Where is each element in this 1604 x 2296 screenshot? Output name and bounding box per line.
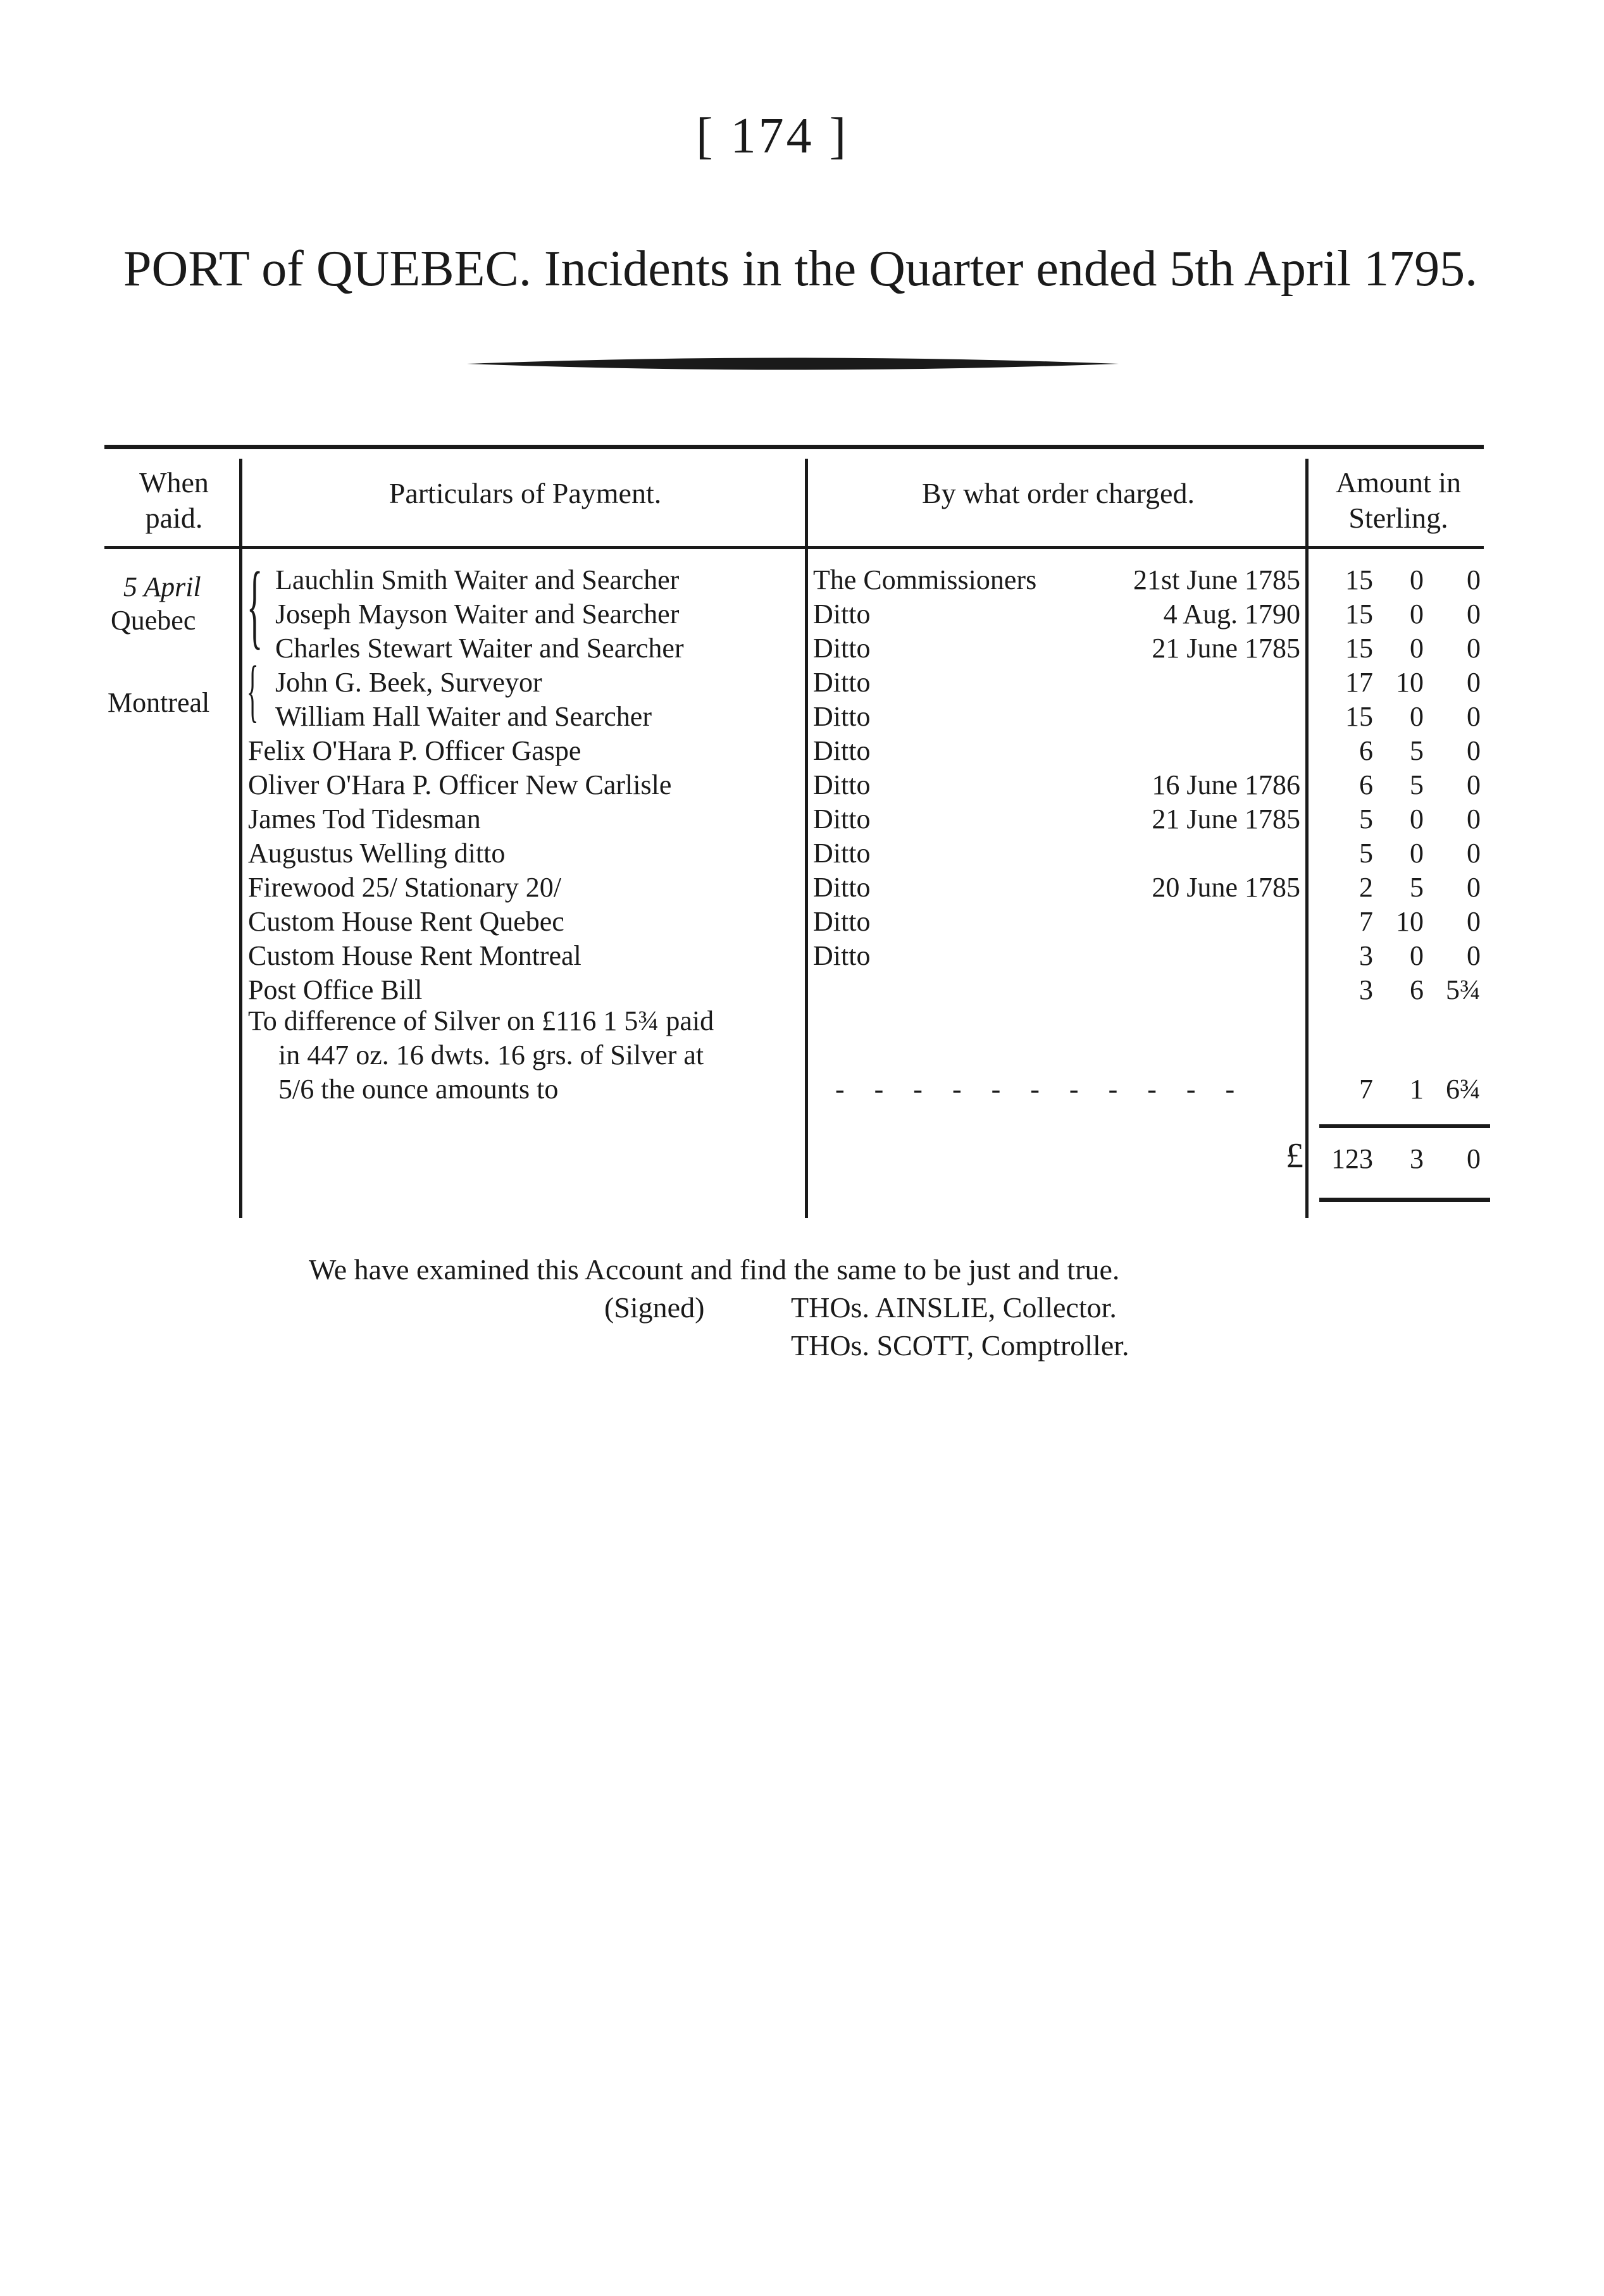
row-particulars: Lauchlin Smith Waiter and Searcher — [275, 564, 680, 595]
when-quebec: Quebec — [111, 605, 196, 636]
row-shillings: 0 — [1410, 564, 1424, 595]
row-order: Ditto — [813, 804, 871, 835]
row-order: Ditto — [813, 599, 871, 630]
silver-line-3: 5/6 the ounce amounts to — [278, 1074, 559, 1105]
row-pence: 0 — [1467, 804, 1481, 835]
when-montreal: Montreal — [108, 687, 210, 718]
header-when-paid: When paid. — [139, 466, 209, 534]
silver-pence: 6¾ — [1446, 1074, 1481, 1105]
silver-pounds: 7 — [1359, 1074, 1373, 1105]
total-rule-top — [1319, 1124, 1490, 1128]
ornament-rule — [467, 354, 1119, 373]
row-shillings: 10 — [1396, 906, 1424, 937]
row-pence: 0 — [1467, 769, 1481, 800]
row-pounds: 3 — [1359, 940, 1373, 971]
page-title: PORT of QUEBEC. Incidents in the Quarter ended 5th April 1795. — [123, 241, 1478, 297]
silver-line-1: To difference of Silver on £116 1 5¾ paid — [248, 1005, 714, 1036]
row-pence: 0 — [1467, 564, 1481, 595]
row-order: Ditto — [813, 838, 871, 869]
header-particulars: Particulars of Payment. — [389, 477, 662, 509]
total-pence: 0 — [1467, 1143, 1481, 1174]
row-particulars: William Hall Waiter and Searcher — [275, 701, 652, 732]
row-pounds: 6 — [1359, 769, 1373, 800]
row-order: Ditto — [813, 701, 871, 732]
column-divider — [1305, 459, 1309, 1218]
column-divider — [239, 459, 242, 1218]
row-particulars: Augustus Welling ditto — [248, 838, 506, 869]
collector-signature: THOs. AINSLIE, Collector. — [791, 1291, 1117, 1324]
row-pounds: 7 — [1359, 906, 1373, 937]
row-pounds: 3 — [1359, 974, 1373, 1005]
table-header-rule — [104, 546, 1484, 549]
row-order-date: 20 June 1785 — [1152, 872, 1300, 903]
row-order: Ditto — [813, 735, 871, 766]
row-particulars: James Tod Tidesman — [248, 804, 481, 835]
row-shillings: 0 — [1410, 804, 1424, 835]
row-order: The Commissioners — [813, 564, 1037, 595]
row-order-date: 21 June 1785 — [1152, 804, 1300, 835]
row-pounds: 6 — [1359, 735, 1373, 766]
total-rule-bottom — [1319, 1198, 1490, 1202]
row-order-date: 21 June 1785 — [1152, 633, 1300, 664]
row-pounds: 15 — [1345, 564, 1373, 595]
row-shillings: 0 — [1410, 838, 1424, 869]
row-pence: 0 — [1467, 906, 1481, 937]
row-pounds: 15 — [1345, 633, 1373, 664]
row-pounds: 5 — [1359, 804, 1373, 835]
row-pence: 0 — [1467, 838, 1481, 869]
total-shillings: 3 — [1410, 1143, 1424, 1174]
total-pounds: 123 — [1331, 1143, 1373, 1174]
row-particulars: Firewood 25/ Stationary 20/ — [248, 872, 561, 903]
row-pence: 0 — [1467, 701, 1481, 732]
row-pence: 0 — [1467, 667, 1481, 698]
row-shillings: 0 — [1410, 701, 1424, 732]
header-order: By what order charged. — [922, 477, 1195, 509]
row-order-date: 16 June 1786 — [1152, 769, 1300, 800]
row-shillings: 6 — [1410, 974, 1424, 1005]
attestation-statement: We have examined this Account and find the same to be just and true. — [309, 1253, 1120, 1286]
row-particulars: Post Office Bill — [248, 974, 423, 1005]
row-order: Ditto — [813, 633, 871, 664]
row-shillings: 5 — [1410, 872, 1424, 903]
row-particulars: Custom House Rent Quebec — [248, 906, 564, 937]
comptroller-signature: THOs. SCOTT, Comptroller. — [791, 1329, 1129, 1362]
row-pounds: 5 — [1359, 838, 1373, 869]
brace-montreal: { — [247, 652, 259, 729]
row-shillings: 5 — [1410, 735, 1424, 766]
row-particulars: Oliver O'Hara P. Officer New Carlisle — [248, 769, 672, 800]
brace-quebec: { — [247, 553, 263, 658]
header-amount: Amount in Sterling. — [1335, 466, 1462, 534]
row-order: Ditto — [813, 769, 871, 800]
row-particulars: John G. Beek, Surveyor — [275, 667, 542, 698]
row-particulars: Charles Stewart Waiter and Searcher — [275, 633, 684, 664]
when-date: 5 April — [123, 571, 201, 602]
row-order-date: 21st June 1785 — [1133, 564, 1300, 595]
table-top-rule — [104, 445, 1484, 449]
row-pence: 0 — [1467, 735, 1481, 766]
row-pounds: 15 — [1345, 701, 1373, 732]
row-pounds: 2 — [1359, 872, 1373, 903]
row-shillings: 10 — [1396, 667, 1424, 698]
signed-label: (Signed) — [604, 1291, 705, 1324]
row-particulars: Custom House Rent Montreal — [248, 940, 581, 971]
row-pence: 0 — [1467, 940, 1481, 971]
page-number: [ 174 ] — [696, 108, 849, 164]
silver-line-2: in 447 oz. 16 dwts. 16 grs. of Silver at — [278, 1039, 704, 1070]
total-symbol: £ — [1286, 1136, 1303, 1176]
row-shillings: 0 — [1410, 940, 1424, 971]
row-pence: 0 — [1467, 599, 1481, 630]
row-order: Ditto — [813, 667, 871, 698]
row-shillings: 5 — [1410, 769, 1424, 800]
row-pounds: 15 — [1345, 599, 1373, 630]
row-pence: 0 — [1467, 872, 1481, 903]
row-order: Ditto — [813, 906, 871, 937]
row-particulars: Joseph Mayson Waiter and Searcher — [275, 599, 680, 630]
row-order: Ditto — [813, 940, 871, 971]
row-pounds: 17 — [1345, 667, 1373, 698]
row-particulars: Felix O'Hara P. Officer Gaspe — [248, 735, 581, 766]
row-pence: 5¾ — [1446, 974, 1481, 1005]
row-pence: 0 — [1467, 633, 1481, 664]
column-divider — [805, 459, 808, 1218]
row-shillings: 0 — [1410, 599, 1424, 630]
row-order-date: 4 Aug. 1790 — [1163, 599, 1300, 630]
row-order: Ditto — [813, 872, 871, 903]
row-shillings: 0 — [1410, 633, 1424, 664]
leader-dots: - - - - - - - - - - - — [835, 1074, 1247, 1105]
silver-shillings: 1 — [1410, 1074, 1424, 1105]
